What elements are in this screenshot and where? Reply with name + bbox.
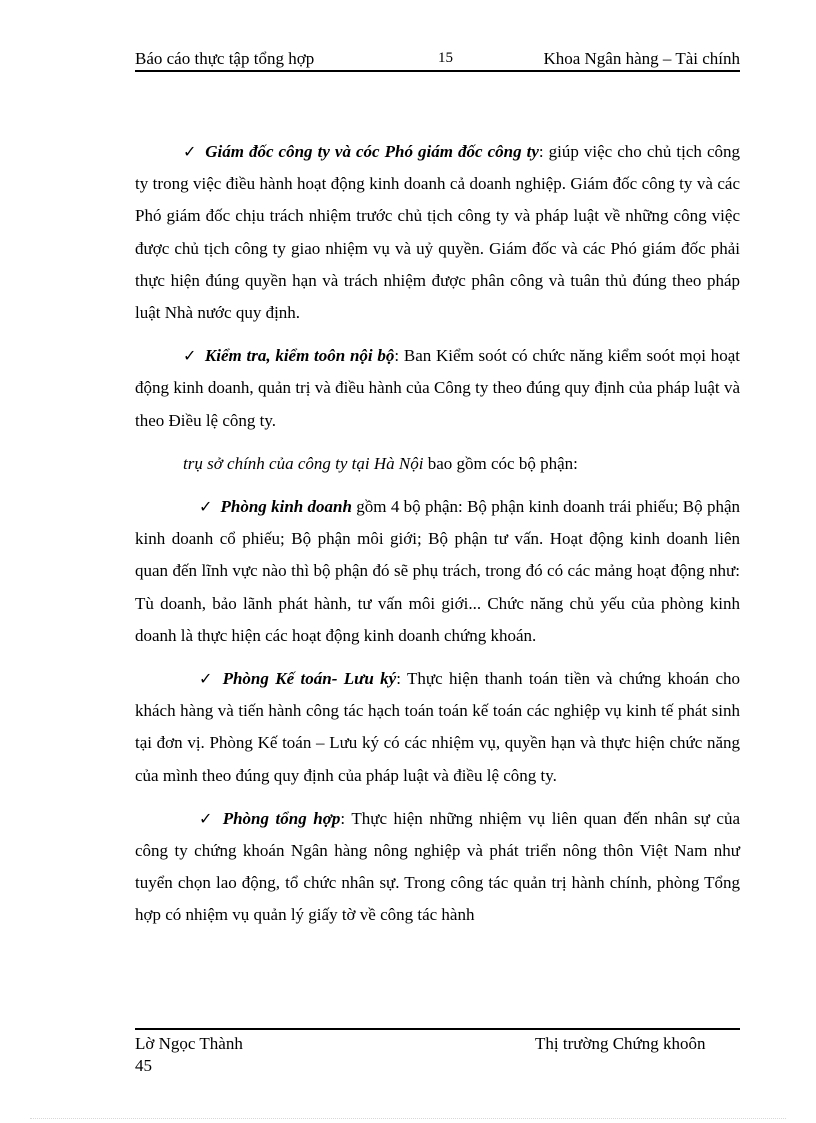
paragraph-lead: Phòng Kế toán- Lưu ký: [222, 669, 397, 689]
footer-author: Lờ Ngọc Thành: [135, 1034, 243, 1053]
paragraph-general-dept: [135, 803, 740, 932]
paragraph-business-dept: [135, 491, 740, 652]
checkmark-icon: ✓: [199, 497, 213, 517]
paragraph-accounting-dept: [135, 663, 740, 792]
paragraph-lead: Kiểm tra, kiểm toôn nội bộ: [204, 346, 395, 366]
paragraph-lead: Giám đốc công ty và cóc Phó giám đốc công ty: [205, 142, 539, 161]
paragraph-text: : Ban Kiểm soót có chức năng kiểm soót mọi hoạt động kinh doanh, quản trị và điều hành của Công ty theo đúng quy định của pháp luật và theo Điều lệ công ty.: [135, 346, 741, 430]
paragraph-text: : Thực hiện những nhiệm vụ liên quan đến nhân sự của công ty chứng khoán Ngân hàng nông nghiệp và phát triển nông thôn Việt Nam như tuyển chọn lao động, tổ chức nhân sự. Trong công tác quản trị hành chính, phòng Tổng hợp có nhiệm vụ quản lý giấy tờ về công tác hành: [135, 808, 740, 925]
paragraph-italic-phrase: trụ sở chính của công ty tại Hà Nội: [183, 453, 424, 473]
paragraph-internal-audit: [135, 340, 740, 437]
paragraph-headquarters: [135, 448, 740, 480]
footer-topic: Thị trường Chứng khoôn: [535, 1034, 706, 1053]
footer-author-block: [135, 1033, 243, 1077]
header-report-title: Báo cáo thực tập tổng hợp: [135, 49, 315, 68]
page-header: [135, 48, 740, 72]
checkmark-icon: ✓: [183, 346, 197, 366]
checkmark-icon: ✓: [199, 669, 215, 689]
checkmark-icon: ✓: [183, 142, 198, 161]
checkmark-icon: ✓: [199, 808, 215, 828]
header-page-number: 15: [438, 50, 453, 66]
paragraph-lead: Phòng tổng hợp: [222, 808, 341, 828]
page-bottom-dotted-border: [30, 1118, 786, 1119]
paragraph-text: gồm 4 bộ phận: Bộ phận kinh doanh trái phiếu; Bộ phận kinh doanh cổ phiếu; Bộ phận môi giới; Bộ phận tư vấn. Hoạt động kinh doanh liên quan đến lĩnh vực nào thì bộ phận đó sẽ phụ trách, trong đó có các mảng hoạt động như: Tù doanh, bảo lãnh phát hành, tư vấn môi giới... Chức năng chủ yếu của phòng kinh doanh là thực hiện các hoạt động kinh doanh chứng khoán.: [135, 497, 740, 645]
footer-divider: [135, 1028, 740, 1030]
paragraph-text: : Thực hiện thanh toán tiền và chứng khoán cho khách hàng và tiến hành công tác hạch toán toán kế toán các nghiệp vụ kinh tế phát sinh tại đơn vị. Phòng Kế toán – Lưu ký có các nhiệm vụ, quyền hạn và thực hiện chức năng của mình theo đúng quy định của pháp luật và điều lệ công ty.: [135, 669, 740, 785]
paragraph-directors: [135, 136, 740, 329]
paragraph-text: : giúp việc cho chủ tịch công ty trong việc điều hành hoạt động kinh doanh cả doanh nghiệp. Giám đốc công ty và các Phó giám đốc chịu trách nhiệm trước chủ tịch công ty và pháp luật về những công việc được chủ tịch công ty giao nhiệm vụ và uỷ quyền. Giám đốc và các Phó giám đốc phải thực hiện đúng quyền hạn và trách nhiệm được phân công và tuân thủ đúng theo pháp luật Nhà nước quy định.: [135, 142, 741, 323]
document-body: [135, 136, 740, 943]
footer-author-line2: 45: [135, 1056, 152, 1075]
header-faculty: Khoa Ngân hàng – Tài chính: [543, 49, 740, 68]
paragraph-lead: Phòng kinh doanh: [220, 497, 352, 517]
paragraph-text: bao gồm cóc bộ phận:: [423, 453, 578, 473]
